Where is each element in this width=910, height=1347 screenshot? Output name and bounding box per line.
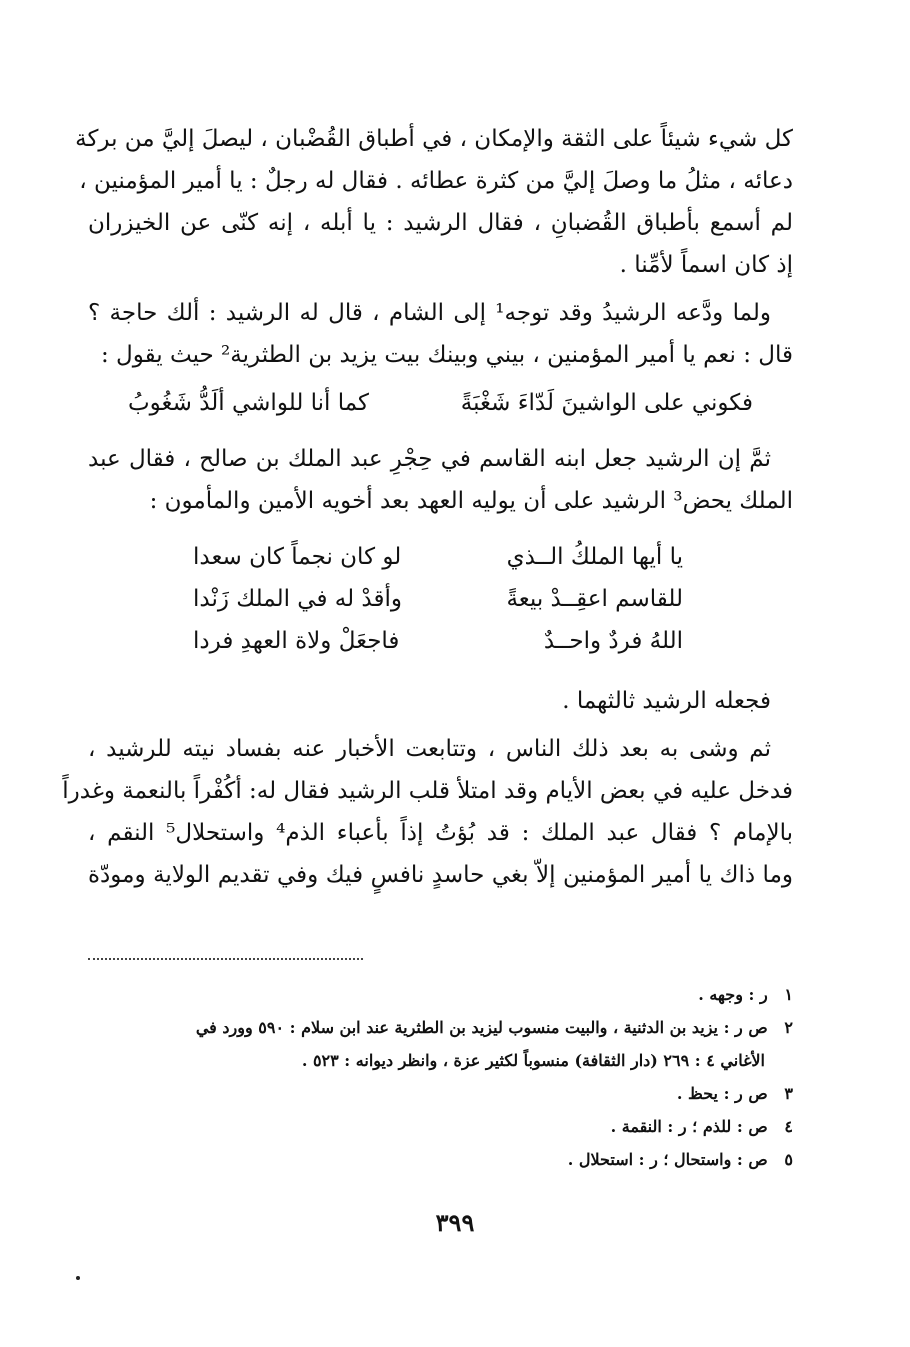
text-line: ثم وشى به بعد ذلك الناس ، وتتابعت الأخبار عنه بفساد نيته للرشيد ، xyxy=(88,736,771,762)
poem-verse xyxy=(193,620,683,662)
text-line: إذ كان اسماً لأمِّنا . xyxy=(619,252,793,278)
poem-verse xyxy=(193,536,683,578)
text-line: فدخل عليه في بعض الأيام وقد امتلأ قلب الرشيد فقال له: أكُفْراً بالنعمة وغدراً xyxy=(62,778,793,804)
footnote-text: ص : للذم ؛ ر : النقمة . xyxy=(610,1117,768,1136)
text-line: ثمَّ إن الرشيد جعل ابنه القاسم في حِجْرِ عبد الملك بن صالح ، فقال عبد xyxy=(88,446,771,472)
verse-line xyxy=(128,382,753,424)
verse-first-hemistich: فكوني على الواشينَ لَدّاءَ شَغْبَةً xyxy=(460,390,753,416)
footnote-continuation: الأغاني ٤ : ٢٦٩ (دار الثقافة) منسوباً لكثير عزة ، وانظر ديوانه : ٥٢٣ . xyxy=(301,1051,765,1070)
footnote-divider xyxy=(88,958,363,960)
footnote-number: ٢ xyxy=(784,1018,793,1037)
paragraph-3 xyxy=(88,438,793,480)
footnote xyxy=(88,978,793,1011)
verse-second-hemistich: وأقدْ له في الملك زَنْدا xyxy=(193,586,402,612)
footnote-number: ٥ xyxy=(784,1150,793,1169)
footnote xyxy=(88,1077,793,1110)
footnotes xyxy=(88,978,793,1176)
scan-speck xyxy=(76,1276,80,1280)
poem-verse xyxy=(193,578,683,620)
footnote-text: ص ر : يزيد بن الدثنية ، والبيت منسوب ليزيد بن الطثرية عند ابن سلام : ٥٩٠ وورد في xyxy=(195,1018,768,1037)
poem xyxy=(193,536,683,662)
paragraph-1 xyxy=(75,118,793,286)
footnote-text: ص : واستحال ؛ ر : استحلال . xyxy=(567,1150,768,1169)
footnote-number: ٣ xyxy=(784,1084,793,1103)
text-line: دعائه ، مثلُ ما وصلَ إليَّ من كثرة عطائه . فقال له رجلٌ : يا أمير المؤمنين ، xyxy=(79,168,793,194)
verse-second-hemistich: لو كان نجماً كان سعدا xyxy=(193,544,402,570)
text-line: لم أسمع بأطباق القُضبانِ ، فقال الرشيد : يا أبله ، إنه كنّى عن الخيزران xyxy=(88,210,793,236)
footnote-text: ص ر : يحظ . xyxy=(676,1084,768,1103)
page-number: ٣٩٩ xyxy=(435,1208,475,1237)
text-line: بالإمام ؟ فقال عبد الملك : قد بُؤتُ إذاً بأعباء الذم⁴ واستحلال⁵ النقم ، xyxy=(88,820,794,846)
text-line: قال : نعم يا أمير المؤمنين ، بيني وبينك بيت يزيد بن الطثرية² حيث يقول : xyxy=(100,342,793,368)
verse-first-hemistich: للقاسم اعقِــدْ بيعةً xyxy=(506,586,683,612)
paragraph-3-cont xyxy=(88,480,793,522)
text-line: ولما ودَّعه الرشيدُ وقد توجه¹ إلى الشام ، قال له الرشيد : ألك حاجة ؟ xyxy=(88,300,771,326)
footnote-number: ١ xyxy=(784,985,793,1004)
verse-second-hemistich: فاجعَلْ ولاة العهدِ فردا xyxy=(193,628,400,654)
verse-first-hemistich: يا أيها الملكُ الــذي xyxy=(506,544,683,570)
text-line: فجعله الرشيد ثالثهما . xyxy=(562,688,771,714)
footnote xyxy=(88,1110,793,1143)
verse-second-hemistich: كما أنا للواشي ألَدُّ شَغُوبُ xyxy=(128,390,370,416)
paragraph-4 xyxy=(88,680,793,722)
text-line: وما ذاك يا أمير المؤمنين إلاّ بغي حاسدٍ نافسٍ فيك وفي تقديم الولاية ومودّة xyxy=(88,862,793,888)
footnote xyxy=(88,1011,793,1044)
text-line: كل شيء شيئاً على الثقة والإمكان ، في أطباق القُضْبان ، ليصلَ إليَّ من بركة xyxy=(75,126,793,152)
paragraph-2 xyxy=(88,292,793,334)
footnote xyxy=(88,1143,793,1176)
footnote-number: ٤ xyxy=(784,1117,793,1136)
footnote-text: ر : وجهه . xyxy=(698,985,768,1004)
paragraph-2-cont xyxy=(88,334,793,376)
paragraph-5 xyxy=(88,728,793,770)
text-line: الملك يحض³ الرشيد على أن يوليه العهد بعد أخويه الأمين والمأمون : xyxy=(149,488,793,514)
main-text xyxy=(62,118,794,902)
paragraph-5-cont xyxy=(62,770,794,896)
verse-first-hemistich: اللهُ فردٌ واحــدٌ xyxy=(543,628,683,654)
